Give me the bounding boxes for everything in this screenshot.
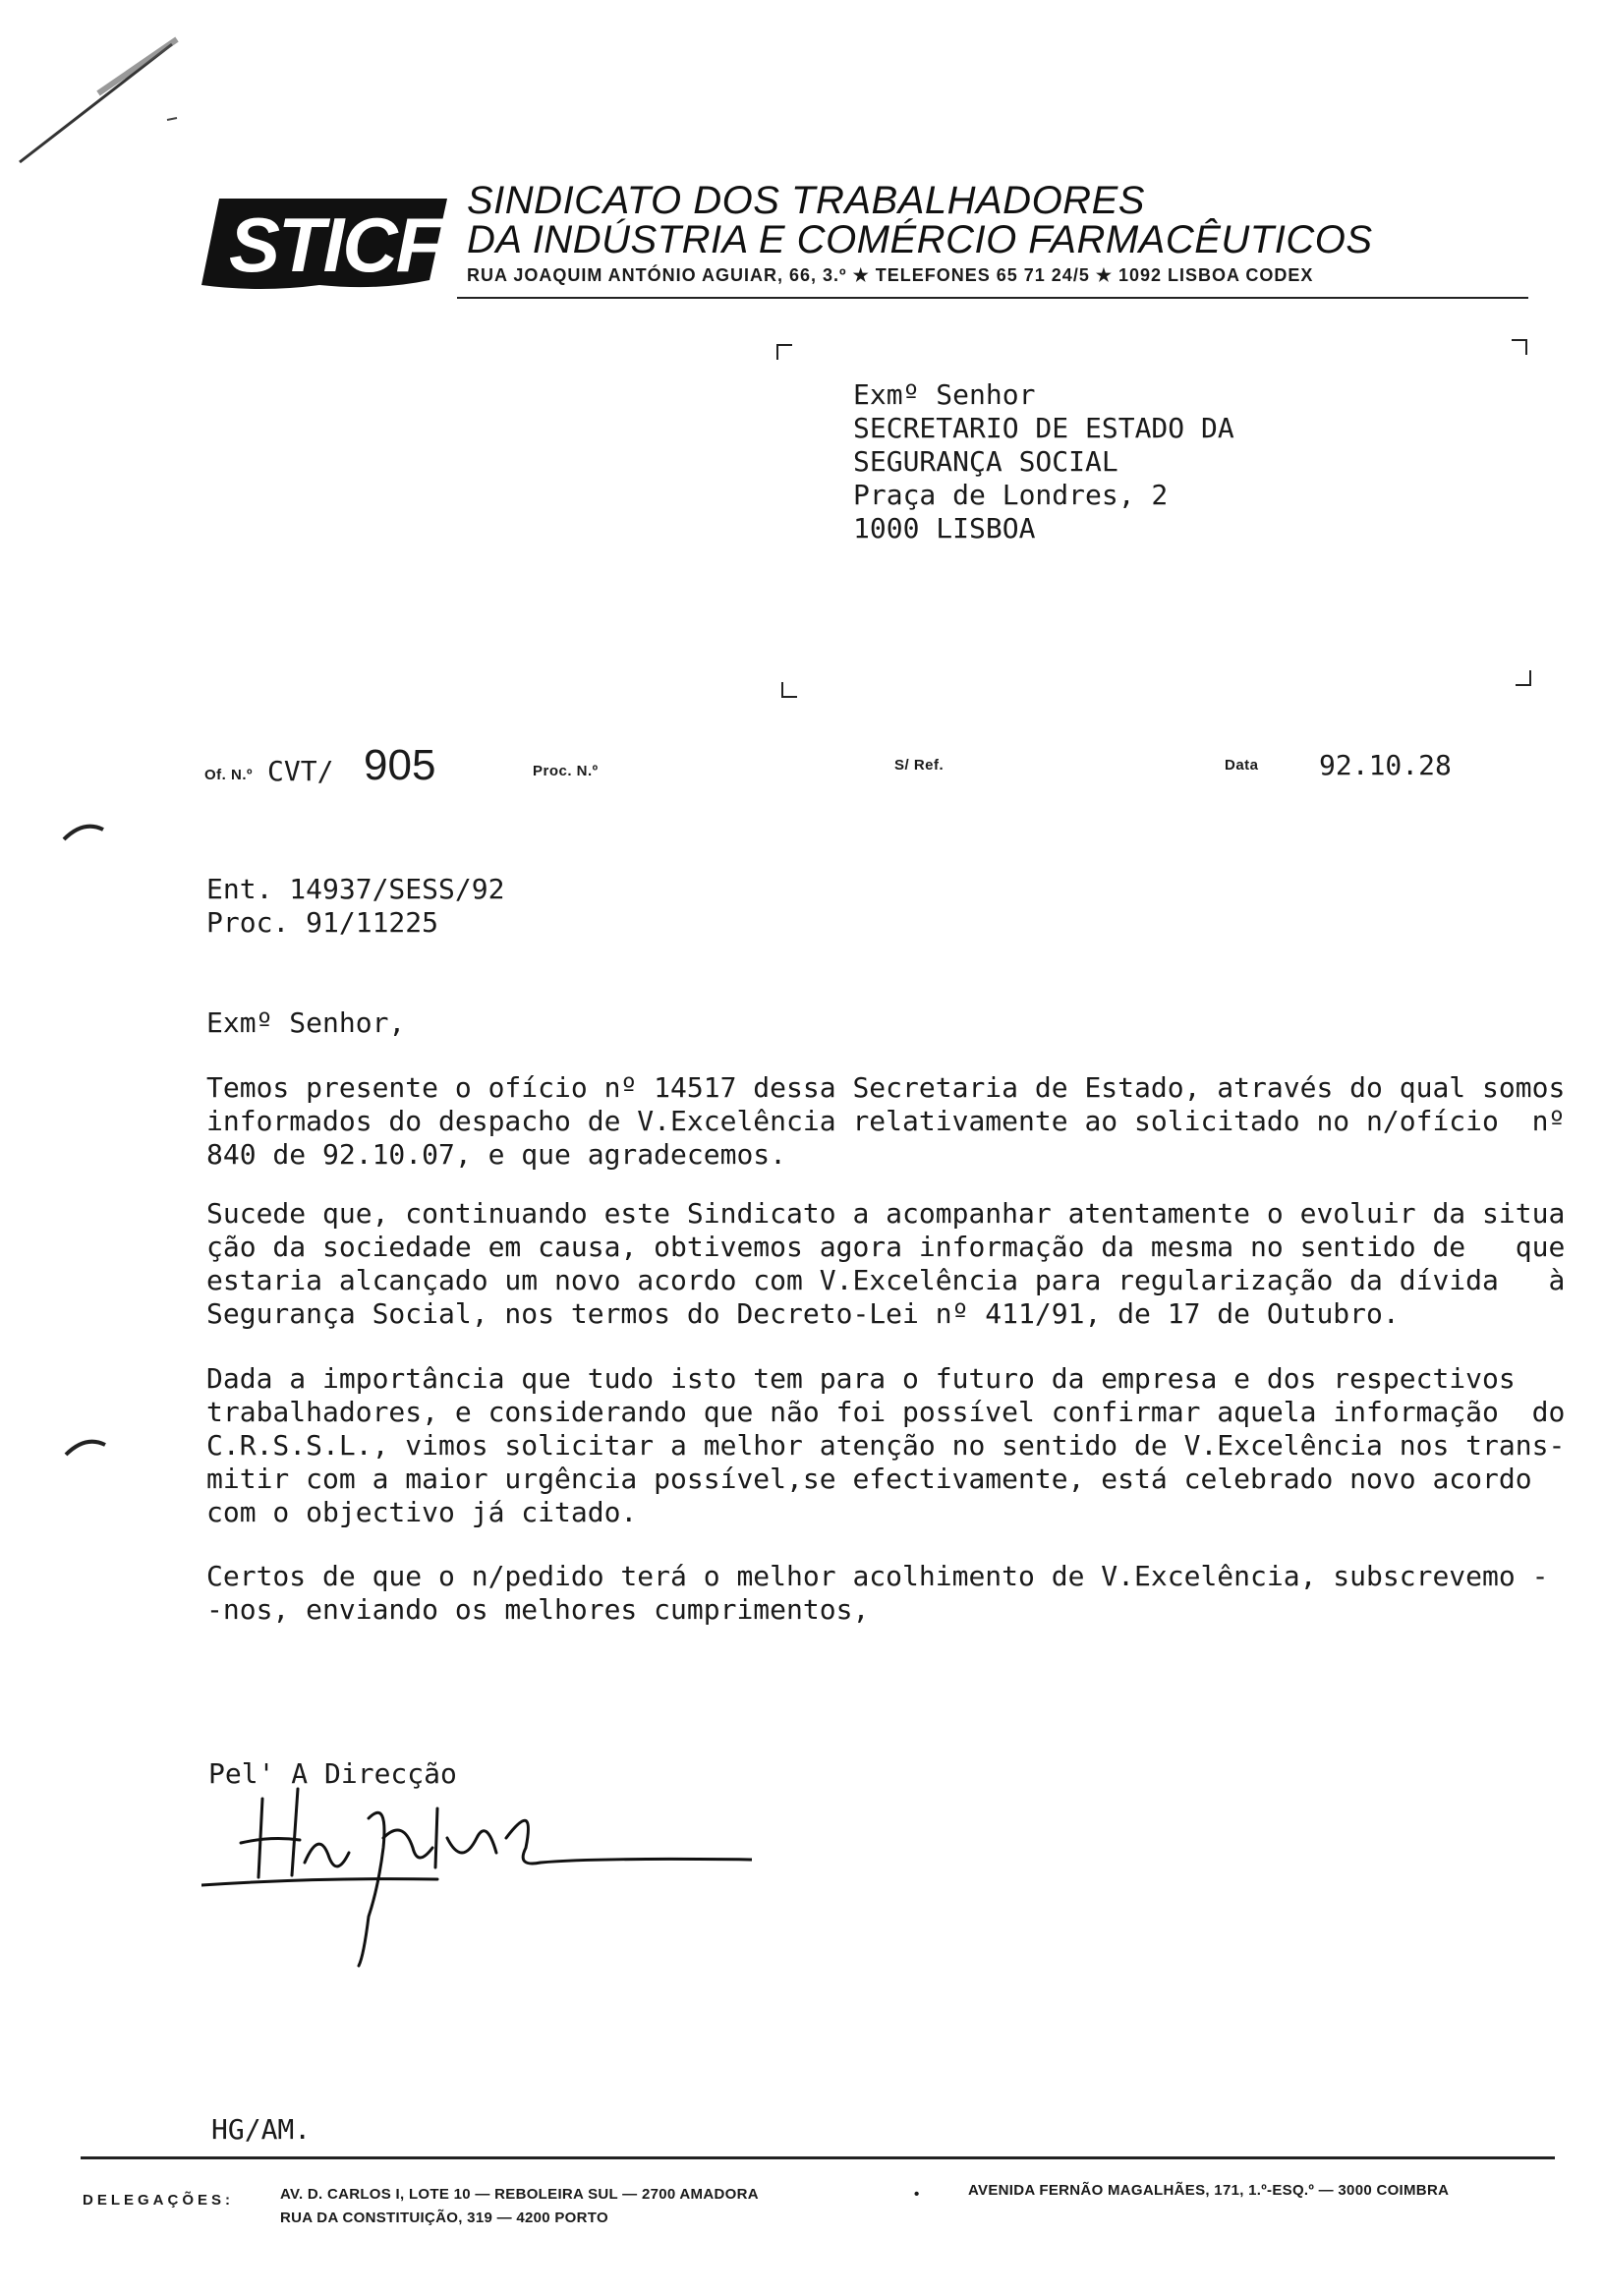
of-value: CVT/ bbox=[267, 755, 334, 787]
window-corner-bottom-left bbox=[781, 682, 797, 698]
logo-text: STICF bbox=[229, 201, 441, 288]
footer-porto: RUA DA CONSTITUIÇÃO, 319 — 4200 PORTO bbox=[280, 2210, 608, 2226]
date-value: 92.10.28 bbox=[1319, 749, 1452, 781]
paragraph-2: Sucede que, continuando este Sindicato a acompanhar atentamente o evoluir da situa ção da sociedade em causa, obtivemos agora informação da mesma no sentido de que estaria alcançado um novo acordo com V.Excelência para regularização da dívida à Segurança Social, nos termos do Decreto-Lei nº 411/91, de 17 de Outubro. bbox=[206, 1197, 1566, 1330]
of-label: Of. N.º bbox=[204, 767, 253, 783]
punch-mark bbox=[61, 1433, 120, 1463]
entry-ent: Ent. 14937/SESS/92 bbox=[206, 873, 505, 905]
of-number-handwritten: 905 bbox=[364, 741, 436, 789]
window-corner-bottom-right bbox=[1516, 670, 1531, 686]
sticf-logo bbox=[201, 187, 452, 297]
footer-amadora: AV. D. CARLOS I, LOTE 10 — REBOLEIRA SUL — 2700 AMADORA bbox=[280, 2186, 759, 2203]
recipient-line: SEGURANÇA SOCIAL bbox=[853, 445, 1118, 478]
entry-proc: Proc. 91/11225 bbox=[206, 906, 439, 939]
window-corner-top-left bbox=[776, 344, 792, 360]
signature-label: Pel' A Direcção bbox=[208, 1757, 457, 1790]
handwritten-signature bbox=[201, 1759, 752, 1976]
footer-coimbra: AVENIDA FERNÃO MAGALHÃES, 171, 1.º-ESQ.º — 3000 COIMBRA bbox=[968, 2182, 1450, 2199]
window-corner-top-right bbox=[1512, 339, 1527, 355]
org-address: RUA JOAQUIM ANTÓNIO AGUIAR, 66, 3.º ★ TELEFONES 65 71 24/5 ★ 1092 LISBOA CODEX bbox=[467, 265, 1314, 285]
initials: HG/AM. bbox=[211, 2113, 312, 2146]
footer-divider bbox=[81, 2156, 1555, 2159]
recipient-line: Praça de Londres, 2 bbox=[853, 479, 1169, 511]
footer-bullet: • bbox=[914, 2186, 920, 2203]
org-name-line1: SINDICATO DOS TRABALHADORES bbox=[467, 179, 1145, 222]
paragraph-4: Certos de que o n/pedido terá o melhor acolhimento de V.Excelência, subscrevemo - -nos, enviando os melhores cumprimentos, bbox=[206, 1560, 1549, 1626]
letterhead-divider bbox=[457, 297, 1528, 299]
recipient-address bbox=[853, 378, 1234, 545]
entry-references bbox=[206, 873, 504, 940]
scan-artifact-stroke bbox=[0, 0, 197, 177]
sref-label: S/ Ref. bbox=[894, 757, 945, 774]
punch-mark bbox=[59, 818, 118, 847]
footer-label: DELEGAÇÕES: bbox=[83, 2192, 235, 2209]
recipient-line: 1000 LISBOA bbox=[853, 512, 1036, 545]
paragraph-1: Temos presente o ofício nº 14517 dessa Secretaria de Estado, através do qual somos informados do despacho de V.Excelência relativamente ao solicitado no n/ofício nº 840 de 92.10.07, e que agradecemos. bbox=[206, 1071, 1566, 1171]
recipient-line: Exmº Senhor bbox=[853, 378, 1036, 411]
org-name-line2: DA INDÚSTRIA E COMÉRCIO FARMACÊUTICOS bbox=[467, 218, 1373, 261]
recipient-line: SECRETARIO DE ESTADO DA bbox=[853, 412, 1234, 444]
date-label: Data bbox=[1225, 757, 1259, 774]
proc-label: Proc. N.º bbox=[533, 763, 599, 779]
paragraph-3: Dada a importância que tudo isto tem para o futuro da empresa e dos respectivos trabalhadores, e considerando que não foi possível confirmar aquela informação do C.R.S.S.L., vimos solicitar a melhor atenção no sentido de V.Excelência nos trans- mitir com a maior urgência possível,se efectivamente, está celebrado novo acordo com o objectivo já citado. bbox=[206, 1362, 1566, 1528]
salutation: Exmº Senhor, bbox=[206, 1006, 406, 1039]
